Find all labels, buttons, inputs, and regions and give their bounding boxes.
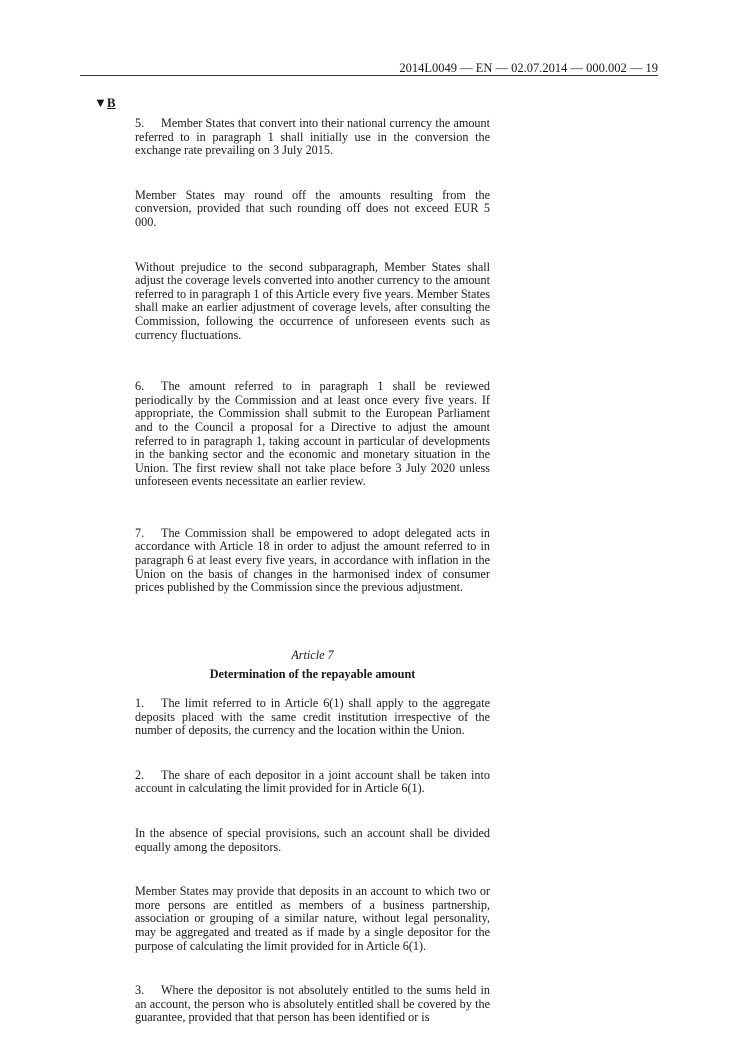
header-divider	[80, 75, 658, 76]
document-body	[135, 117, 490, 1025]
paragraph	[135, 827, 490, 854]
paragraph	[135, 261, 490, 343]
marker-letter: B	[106, 95, 116, 110]
paragraph-text: Member States may round off the amounts resulting from the conversion, provided that such rounding off does not exceed EUR 5 000.	[135, 187, 490, 229]
paragraph	[135, 117, 490, 158]
paragraph-number: 1.	[135, 696, 145, 711]
paragraph	[135, 984, 490, 1025]
paragraph-text: The share of each depositor in a joint account shall be taken into account in calculating the limit provided for in Article 6(1).	[135, 767, 490, 796]
article-heading: Determination of the repayable amount	[209, 667, 416, 682]
page-header-reference: 2014L0049 — EN — 02.07.2014 — 000.002 — 19	[399, 61, 658, 75]
paragraph-text: Member States may provide that deposits in an account to which two or more persons are entitled as members of a business partnership, association or grouping of a similar nature, without legal personality, may be aggregated and treated as if made by a single depositor for the purpose of calculating the limit provided for in Article 6(1).	[135, 884, 490, 953]
paragraph-text: The Commission shall be empowered to adopt delegated acts in accordance with Article 18 in order to adjust the amount referred to in paragraph 6 at least every five years, in accordance with inflation in the Union on the basis of changes in the harmonised index of consumer prices published by the Commission since the previous adjustment.	[135, 525, 490, 595]
paragraph-number: 5.	[135, 116, 145, 130]
paragraph-number: 6.	[135, 379, 145, 394]
paragraph-text: Where the depositor is not absolutely entitled to the sums held in an account, the person who is absolutely entitled shall be covered by the guarantee, provided that that person has been identified or is	[135, 983, 490, 1025]
paragraph-text: The limit referred to in Article 6(1) shall apply to the aggregate deposits placed with the same credit institution irrespective of the number of deposits, the currency and the location within the Union.	[135, 696, 490, 738]
paragraph	[135, 697, 490, 738]
paragraph	[135, 769, 490, 796]
paragraph	[135, 885, 490, 953]
triangle-down-icon: ▼	[94, 95, 107, 110]
paragraph-text: Without prejudice to the second subparagraph, Member States shall adjust the coverage levels converted into another currency to the amount referred to in paragraph 1 of this Article every five years. Member States shall make an earlier adjustment of coverage levels, after consulting the Commission, following the occurrence of unforeseen events such as currency fluctuations.	[135, 259, 490, 342]
paragraph	[135, 527, 490, 595]
paragraph-text: Member States that convert into their national currency the amount referred to in paragraph 1 shall initially use in the conversion the exchange rate prevailing on 3 July 2015.	[135, 116, 490, 158]
paragraph	[135, 380, 490, 489]
paragraph-number: 2.	[135, 767, 145, 782]
amendment-marker	[94, 95, 116, 111]
paragraph	[135, 189, 490, 230]
paragraph-number: 3.	[135, 983, 145, 998]
paragraph-number: 7.	[135, 525, 145, 540]
paragraph-text: In the absence of special provisions, such an account shall be divided equally among the depositors.	[135, 826, 490, 854]
article-title: Article 7	[291, 647, 334, 662]
paragraph-text: The amount referred to in paragraph 1 shall be reviewed periodically by the Commission and at least once every five years. If appropriate, the Commission shall submit to the European Parliament and to the Council a proposal for a Directive to adjust the amount referred to in paragraph 1, taking account in particular of developments in the banking sector and the economic and monetary situation in the Union. The first review shall not take place before 3 July 2020 unless unforeseen events necessitate an earlier review.	[135, 379, 490, 489]
